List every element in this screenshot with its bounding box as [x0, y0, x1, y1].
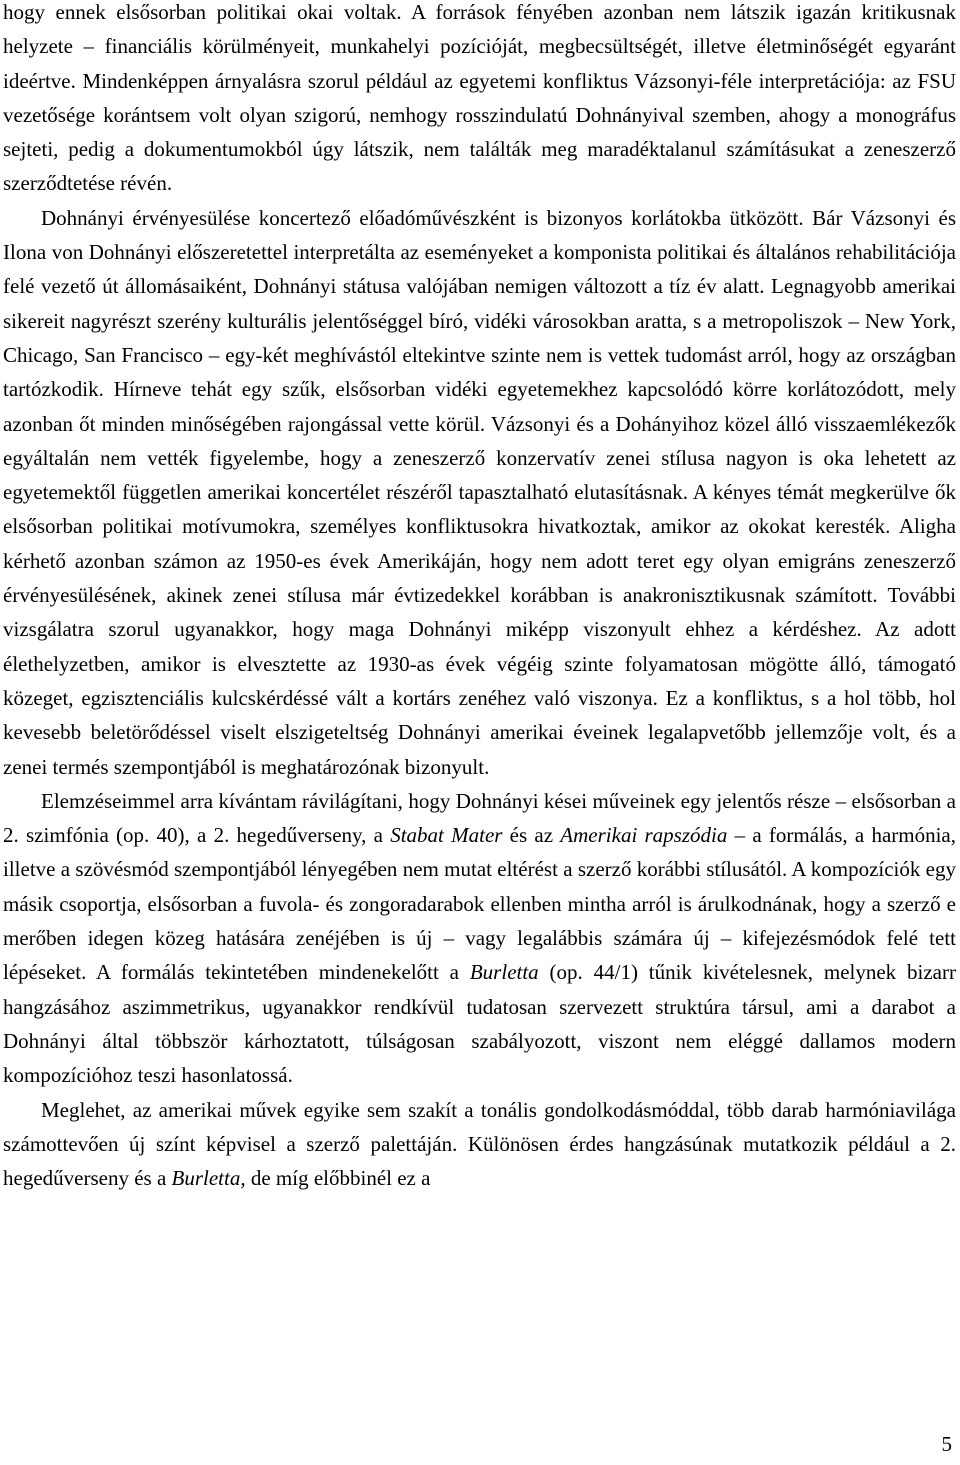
text-run: Elemzéseimmel arra kívántam rávilágítani, hogy Dohnányi kései műveinek egy jelentős része – elsősorban a 2. szimfónia (op. 40), a 2. hegedűverseny, a — [3, 788, 956, 848]
text-run: – a formálás, a harmónia, illetve a szövésmód szempontjából lényegében nem mutat eltérést a szerző korábbi stílusától. A kompozíciók egy másik csoportja, elsősorban a fuvola- és zongoradarabok ellenben mintha arról is árulkodnának, hogy a szerző e merőben idegen közeg hatására zenéjében is új – vagy legalábbis számára új – kifejezésmódok felé tett lépéseket. A formálás tekintetében mindenekelőtt a — [3, 823, 956, 985]
text-run: és az — [502, 823, 561, 848]
page-number: 5 — [941, 1432, 952, 1456]
paragraph — [3, 784, 956, 1093]
paragraph — [3, 1093, 956, 1196]
text-run: de míg előbbinél ez a — [245, 1166, 431, 1191]
text-run: Dohnányi érvényesülése koncertező előadóművészként is bizonyos korlátokba ütközött. Bár Vázsonyi és Ilona von Dohnányi előszeretettel interpretálta az eseményeket a komponista politikai és általános rehabilitációja felé vezető út állomásaiként, Dohnányi státusa valójában nemigen változott a tíz év alatt. Legnagyobb amerikai sikereit nagyrészt szerény kulturális jelentőséggel bíró, vidéki városokban aratta, s a metropoliszok – New York, Chicago, San Francisco – egy-két meghívástól eltekintve szinte nem is vettek tudomást arról, hogy az országban tartózkodik. Hírneve tehát egy szűk, elsősorban vidéki egyetemekhez kapcsolódó körre korlátozódott, mely azonban őt minden minőségében rajongással vette körül. Vázsonyi és a Dohányihoz közel álló visszaemlékezők egyáltalán nem vették figyelembe, hogy a zeneszerző konzervatív zenei stílusa nagyon is oka lehetett az egyetemektől független amerikai koncertélet részéről tapasztalható elutasításnak. A kényes témát megkerülve ők elsősorban politikai motívumokra, személyes konfliktusokra hivatkoztak, amikor az okokat keresték. Aligha kérhető azonban számon az 1950-es évek Amerikáján, hogy nem adott teret egy olyan emigráns zeneszerző érvényesülésének, akinek zenei stílusa már évtizedekkel korábban is anakronisztikusnak számított. További vizsgálatra szorul ugyanakkor, hogy maga Dohnányi miképp viszonyult ehhez a kérdéshez. Az adott élethelyzetben, amikor is elvesztette az 1930-as évek végéig szinte folyamatosan mögötte álló, támogató közeget, egzisztenciális kulcskérdéssé vált a kortárs zenéhez való viszonya. Ez a konfliktus, s a hol több, hol kevesebb beletörődéssel viselt elszigeteltség Dohnányi amerikai éveinek legalapvetőbb jellemzője volt, és a zenei termés szempontjából is meghatározónak bizonyult. — [3, 205, 956, 779]
italic-title: Amerikai rapszódia — [560, 823, 728, 848]
body-text — [3, 0, 956, 1195]
paragraph — [3, 201, 956, 784]
text-run: hogy ennek elsősorban politikai okai voltak. A források fényében azonban nem látszik igazán kritikusnak helyzete – financiális körülményeit, munkahelyi pozícióját, megbecsültségét, illetve életminőségét egyaránt ideértve. Mindenképpen árnyalásra szorul például az egyetemi konfliktus Vázsonyi-féle interpretációja: az FSU vezetősége korántsem volt olyan szigorú, nemhogy rosszindulatú Dohnányival szemben, ahogy a monográfus sejteti, pedig a dokumentumokból úgy látszik, nem találták meg maradéktalanul számításukat a zeneszerző szerződtetése révén. — [3, 0, 956, 196]
paragraph — [3, 0, 956, 201]
italic-title: Burletta — [469, 960, 539, 985]
text-run: Meglehet, az amerikai művek egyike sem szakít a tonális gondolkodásmóddal, több darab harmóniavilága számottevően új színt képvisel a szerző palettáján. Különösen érdes hangzásúnak mutatkozik például a 2. hegedűverseny és a — [3, 1097, 956, 1191]
italic-title: Stabat Mater — [390, 823, 503, 848]
italic-title: Burletta, — [171, 1166, 246, 1191]
text-run: (op. 44/1) tűnik kivételesnek, melynek bizarr hangzásához aszimmetrikus, ugyanakkor rendkívül tudatosan szervezett struktúra társul, ami a darabot a Dohnányi által többször kárhoztatott, túlságosan szabályozott, viszont nem eléggé dallamos modern kompozícióhoz teszi hasonlatossá. — [3, 960, 956, 1088]
